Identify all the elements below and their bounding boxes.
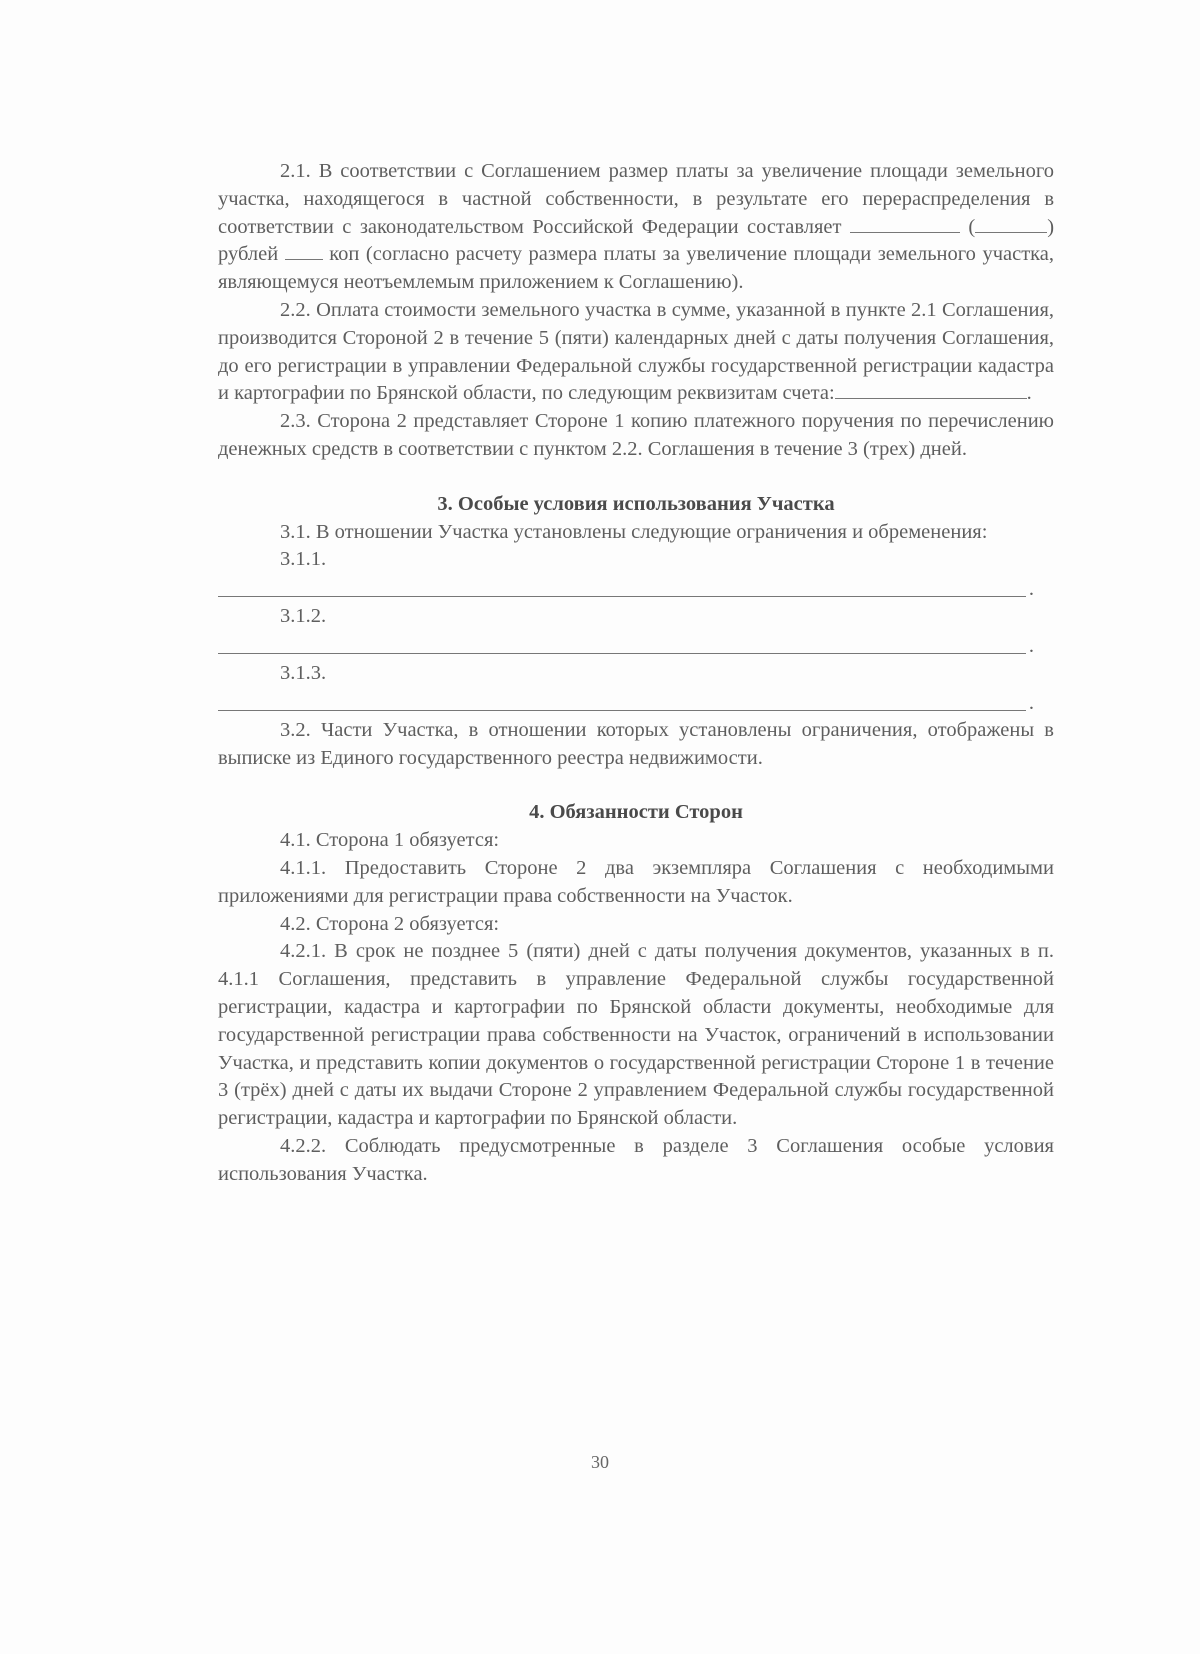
document-body	[218, 158, 1054, 1189]
clause-2-2-text: 2.2. Оплата стоимости земельного участка в сумме, указанной в пункте 2.1 Соглашения, производится Стороной 2 в течение 5 (пяти) календарных дней с даты получения Соглашения, до его регистрации в управлении Федеральной службы государственной регистрации кадастра и картографии по Брянской области, по следующим реквизитам счета:	[218, 298, 1054, 405]
rubles-label: ) рублей	[218, 215, 1055, 266]
clause-3-2: 3.2. Части Участка, в отношении которых установлены ограничения, отображены в выписке из Единого государственного реестра недвижимости.	[218, 718, 1054, 769]
subclause-3-1-3-line	[218, 688, 1026, 711]
amount-words-blank	[975, 214, 1047, 233]
subclause-3-1-2-number: 3.1.2.	[280, 605, 327, 628]
page-number: 30	[591, 1452, 609, 1472]
kopecks-blank	[285, 241, 323, 260]
section-4-heading: 4. Обязанности Сторон	[529, 801, 743, 824]
clause-2-3: 2.3. Сторона 2 представляет Стороне 1 копию платежного поручения по перечислению денежных средств в соответствии с пунктом 2.2. Соглашения в течение 3 (трех) дней.	[218, 410, 1054, 460]
clause-4-2-1: 4.2.1. В срок не позднее 5 (пяти) дней с даты получения документов, указанных в п. 4.1.1 Соглашения, представить в управление Федеральной службы государственной регистрации, кадастра и картографии по Брянской области документы, необходимые для государственной регистрации права собственности на Участок, ограничений в использовании Участка, и представить копии документов о государственной регистрации Стороне 1 в течение 3 (трёх) дней с даты их выдачи Стороне 2 управлением Федеральной службы государственной регистрации, кадастра и картографии по Брянской области.	[218, 940, 1054, 1130]
clause-4-2-2: 4.2.2. Соблюдать предусмотренные в разделе 3 Соглашения особые условия использования Участка.	[218, 1134, 1054, 1185]
amount-blank	[850, 214, 960, 233]
subclause-3-1-3-number: 3.1.3.	[280, 661, 327, 684]
section-3-heading: 3. Особые условия использования Участка	[437, 492, 835, 515]
subclause-3-1-1-number: 3.1.1.	[280, 548, 327, 571]
clause-4-1: 4.1. Сторона 1 обязуется:	[280, 829, 500, 852]
clause-2-1-text: 2.1. В соответствии с Соглашением размер платы за увеличение площади земельного участка, находящегося в частной собственности, в результате его перераспределения в соответствии с законодательством Российской Федерации составляет	[218, 160, 1054, 238]
clause-2-2-end: .	[1026, 382, 1032, 405]
clause-2-1-note: (согласно расчету размера платы за увеличение площади земельного участка, являющемуся неотъемлемым приложением к Соглашению).	[218, 243, 1055, 294]
subclause-3-1-2-line	[218, 631, 1026, 654]
clause-2-1	[218, 158, 1054, 297]
clause-4-2: 4.2. Сторона 2 обязуется:	[280, 912, 500, 935]
kopecks-label: коп	[329, 243, 360, 266]
clause-3-1: 3.1. В отношении Участка установлены следующие ограничения и обременения:	[280, 520, 988, 543]
clause-4-1-1: 4.1.1. Предоставить Стороне 2 два экземпляра Соглашения с необходимыми приложениями для регистрации права собственности на Участок.	[218, 856, 1054, 907]
clause-2-2	[218, 297, 1054, 408]
account-details-blank	[835, 380, 1027, 399]
paren-open: (	[968, 215, 976, 238]
subclause-3-1-1-line	[218, 574, 1026, 597]
